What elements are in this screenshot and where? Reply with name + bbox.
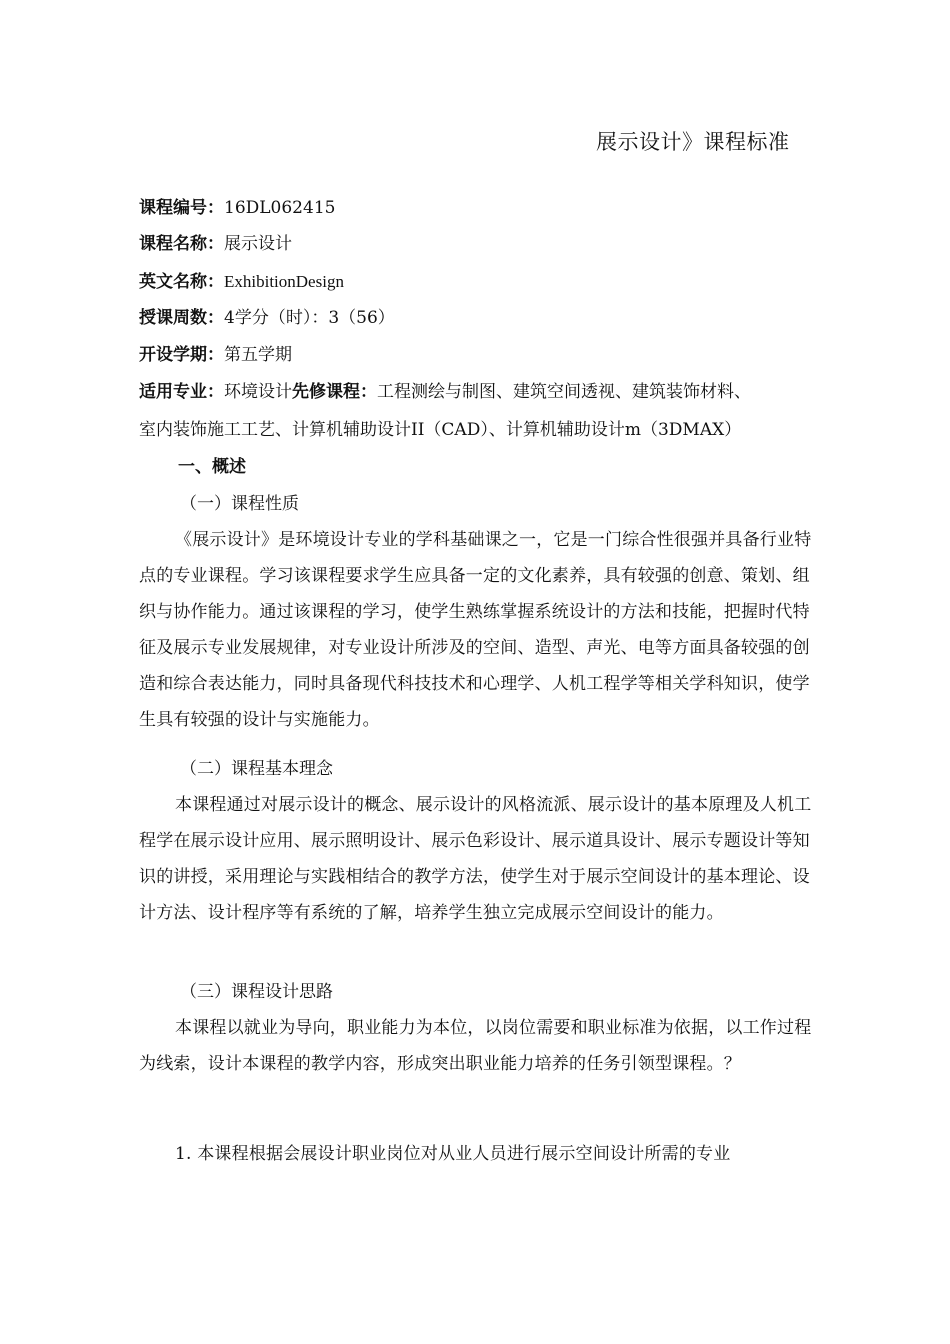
semester-line xyxy=(139,343,292,367)
weeks-line xyxy=(139,306,395,330)
course-code-value: 16DL062415 xyxy=(224,198,336,218)
semester-label: 开设学期： xyxy=(139,345,224,365)
weeks-value: 4学分（时）：3（56） xyxy=(224,308,395,328)
prereq-label: 先修课程： xyxy=(292,382,377,402)
section-nature-paragraph: 《展示设计》是环境设计专业的学科基础课之一，它是一门综合性很强并具备行业特点的专业课程。学习该课程要求学生应具备一定的文化素养，具有较强的创意、策划、组织与协作能力。通过该课程的学习，使学生熟练掌握系统设计的方法和技能，把握时代特征及展示专业发展规律，对专业设计所涉及的空间、造型、声光、电等方面具备较强的创造和综合表达能力，同时具备现代科技技术和心理学、人机工程学等相关学科知识，使学生具有较强的设计与实施能力。 xyxy=(139,530,812,730)
section-concept-heading: （二）课程基本理念 xyxy=(180,759,333,779)
major-value: 环境设计 xyxy=(224,382,292,402)
weeks-label: 授课周数： xyxy=(139,308,224,328)
course-name-value: 展示设计 xyxy=(224,234,292,254)
section-concept-paragraph: 本课程通过对展示设计的概念、展示设计的风格流派、展示设计的基本原理及人机工程学在展示设计应用、展示照明设计、展示色彩设计、展示道具设计、展示专题设计等知识的讲授，采用理论与实践相结合的教学方法，使学生对于展示空间设计的基本理论、设计方法、设计程序等有系统的了解，培养学生独立完成展示空间设计的能力。 xyxy=(139,795,812,923)
section-nature-heading: （一）课程性质 xyxy=(180,494,299,514)
course-code-line xyxy=(139,196,335,220)
prereq-line-2 xyxy=(139,418,741,442)
section-overview-heading: 一、概述 xyxy=(178,457,246,477)
section-design-paragraph: 本课程以就业为导向，职业能力为本位，以岗位需要和职业标准为依据，以工作过程为线索，设计本课程的教学内容，形成突出职业能力培养的任务引领型课程。？ xyxy=(139,1018,812,1074)
course-name-label: 课程名称： xyxy=(139,234,224,254)
section-design-heading: （三）课程设计思路 xyxy=(180,982,333,1002)
document-title: 展示设计》课程标准 xyxy=(596,130,790,154)
prereq-value-1: 工程测绘与制图、建筑空间透视、建筑装饰材料、 xyxy=(377,382,751,402)
english-name-value: ExhibitionDesign xyxy=(224,272,344,291)
prereq-value-2: 室内装饰施工工艺、计算机辅助设计II（CAD）、计算机辅助设计m（3DMAX） xyxy=(139,420,742,440)
major-line xyxy=(139,380,751,404)
course-code-label: 课程编号： xyxy=(139,198,224,218)
semester-value: 第五学期 xyxy=(224,345,292,365)
numbered-item-1: 1. 本课程根据会展设计职业岗位对从业人员进行展示空间设计所需的专业 xyxy=(175,1144,731,1164)
english-name-line xyxy=(139,270,344,294)
english-name-label: 英文名称： xyxy=(139,272,224,292)
major-label: 适用专业： xyxy=(139,382,224,402)
course-name-line xyxy=(139,232,292,256)
